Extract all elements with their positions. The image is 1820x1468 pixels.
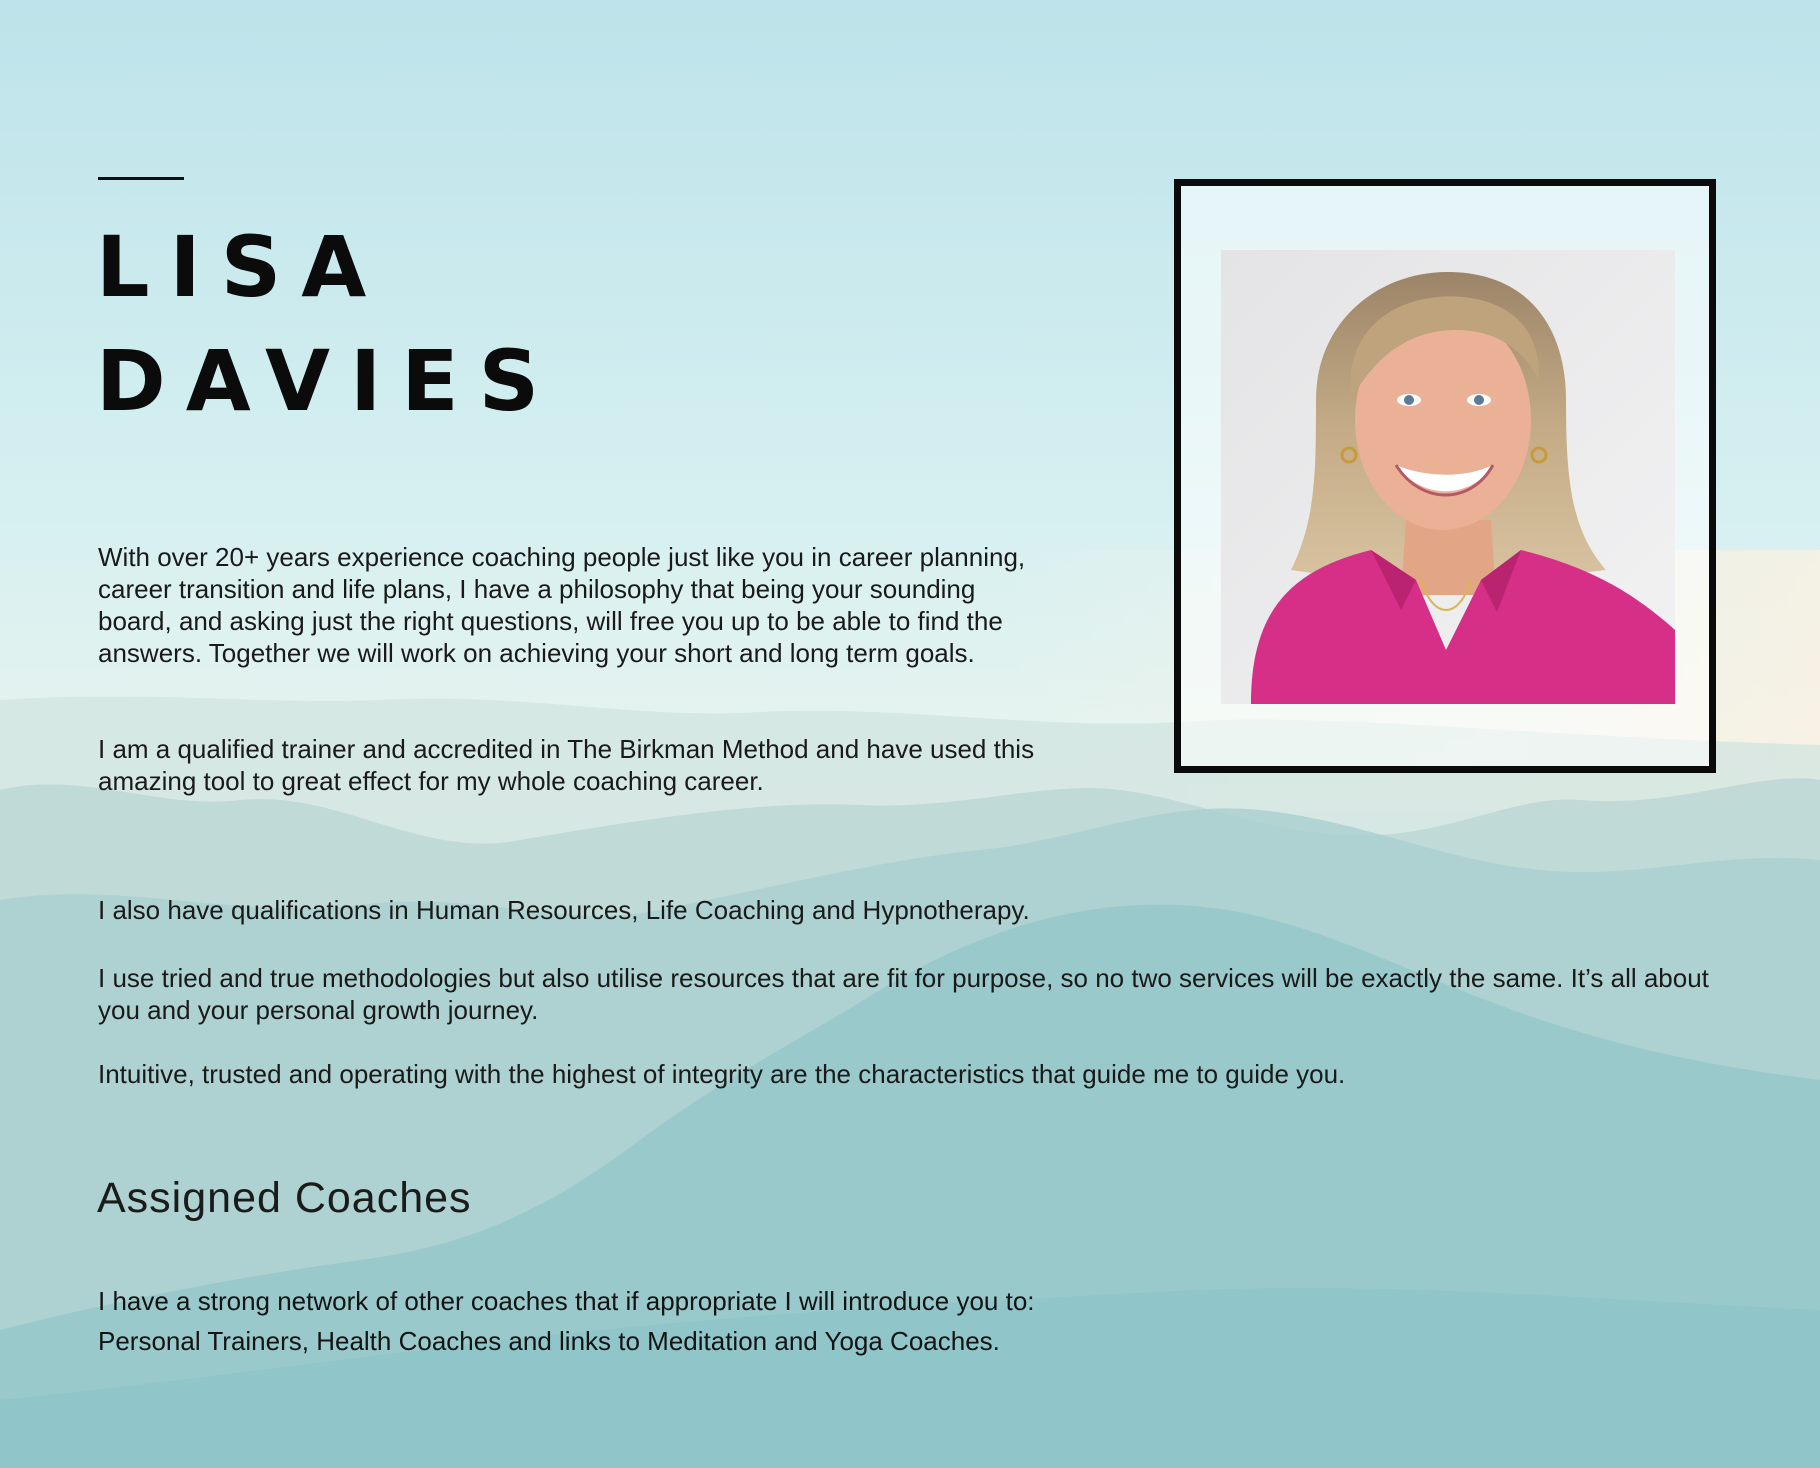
title-accent-rule <box>98 177 184 180</box>
about-paragraph-birkman: I am a qualified trainer and accredited in The Birkman Method and have used this amazing tool to great effect for my whole coaching career. <box>98 734 1035 796</box>
coach-name-heading <box>96 210 559 438</box>
about-paragraph-experience: With over 20+ years experience coaching people just like you in career planning, career transition and life plans, I have a philosophy that being your sounding board, and asking just the right questions, will free you up to be able to find the answers. Together we will work on achieving your short and long term goals. <box>98 542 1026 668</box>
last-name: DAVIES <box>96 332 560 430</box>
portrait-frame <box>1174 179 1716 773</box>
network-list-line: Personal Trainers, Health Coaches and links to Meditation and Yoga Coaches. <box>98 1326 1000 1356</box>
first-name: LISA <box>96 218 387 316</box>
about-paragraph-methodologies: I use tried and true methodologies but also utilise resources that are fit for purpose, so no two services will be exactly the same. It’s all about you and your personal growth journey. <box>98 963 1709 1025</box>
assigned-coaches-text <box>98 1281 1035 1361</box>
assigned-coaches-heading: Assigned Coaches <box>97 1174 472 1222</box>
network-intro-line: I have a strong network of other coaches that if appropriate I will introduce you to: <box>98 1286 1035 1316</box>
portrait-photo <box>1221 250 1675 704</box>
about-paragraph-values: Intuitive, trusted and operating with the highest of integrity are the characteristics that guide me to guide you. <box>98 1059 1346 1089</box>
about-paragraph-qualifications: I also have qualifications in Human Resources, Life Coaching and Hypnotherapy. <box>98 895 1030 925</box>
